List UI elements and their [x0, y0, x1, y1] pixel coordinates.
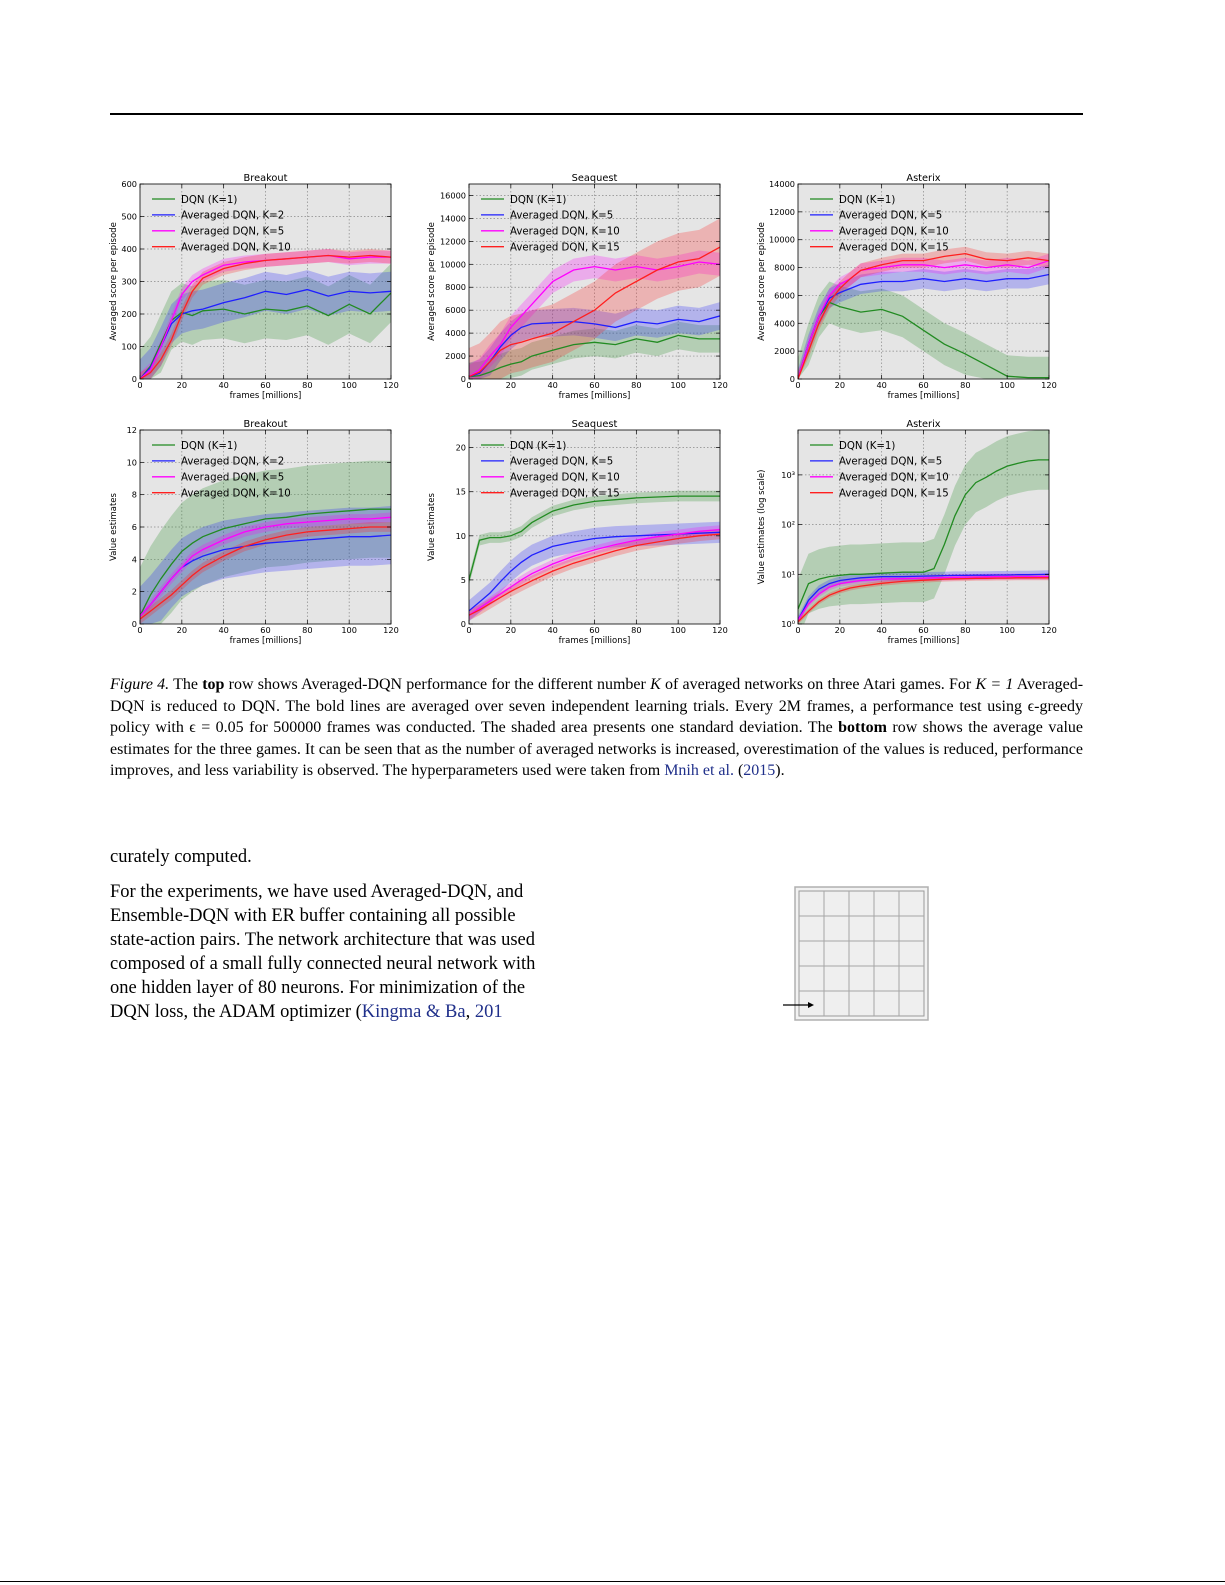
legend-entry: DQN (K=1): [839, 440, 896, 452]
caption-text: The: [173, 676, 203, 693]
y-tick-label: 6000: [774, 290, 795, 301]
y-tick-label: 5: [460, 574, 466, 585]
y-tick-label: 10¹: [781, 569, 795, 580]
footer-rule: [0, 1581, 1225, 1582]
y-tick-label: 2000: [445, 351, 466, 362]
chart-panel-2: [427, 173, 728, 401]
y-tick-label: 500: [121, 211, 137, 222]
legend-entry: DQN (K=1): [510, 440, 567, 452]
y-tick-label: 20: [455, 442, 466, 453]
x-tick-label: 80: [302, 625, 313, 635]
x-tick-label: 100: [670, 625, 686, 635]
x-tick-label: 120: [383, 625, 399, 635]
x-tick-label: 100: [999, 625, 1015, 635]
legend-entry: DQN (K=1): [181, 194, 238, 206]
x-tick-label: 100: [999, 380, 1015, 390]
x-tick-label: 0: [795, 380, 801, 390]
x-tick-label: 80: [631, 380, 642, 390]
citation-year-link[interactable]: 2015: [743, 762, 776, 780]
y-tick-label: 10000: [439, 259, 466, 270]
x-tick-label: 60: [589, 380, 600, 390]
x-tick-label: 20: [505, 380, 517, 390]
x-tick-label: 100: [341, 380, 357, 390]
x-tick-label: 80: [960, 380, 971, 390]
paragraph-line: one hidden layer of 80 neurons. For minimization of the: [110, 978, 526, 998]
x-axis-label: frames [millions]: [229, 391, 302, 401]
y-tick-label: 12000: [439, 236, 466, 247]
x-tick-label: 0: [795, 625, 801, 635]
y-tick-label: 8000: [774, 262, 795, 273]
caption-text: row shows the average value estimates for the three games. It can be seen that as the number of averaged networks is increased, overestimation of the values is reduced, performance improves, and less variability is observed. The hyperparameters used were taken from: [110, 719, 1083, 780]
y-tick-label: 400: [121, 244, 137, 254]
x-tick-label: 40: [876, 380, 887, 390]
legend-entry: Averaged DQN, K=10: [510, 226, 620, 238]
chart-panel-3: [757, 173, 1057, 401]
y-tick-label: 10²: [781, 519, 795, 530]
x-tick-label: 60: [589, 625, 600, 635]
y-tick-label: 2: [131, 586, 137, 597]
citation-link[interactable]: Mnih et al.: [664, 762, 734, 780]
y-tick-label: 8000: [445, 282, 466, 293]
paragraph-line: state-action pairs. The network architecture that was used: [110, 930, 535, 950]
paragraph-line: Ensemble-DQN with ER buffer containing all possible: [110, 906, 516, 926]
chart-title: Seaquest: [571, 419, 618, 430]
chart-title: Asterix: [906, 419, 941, 430]
legend-entry: Averaged DQN, K=10: [181, 488, 291, 500]
x-tick-label: 120: [712, 380, 728, 390]
caption-text: Averaged-DQN is reduced to DQN. The bold lines are averaged over seven independent learning trials. Every 2M frames, a performance test using ϵ-greedy policy with ϵ = 0.05 for 500000 frames was conducted. The shaded area presents one standard deviation. The: [110, 676, 1084, 737]
x-tick-label: 40: [547, 625, 558, 635]
y-tick-label: 6: [131, 522, 137, 532]
legend-entry: Averaged DQN, K=2: [181, 210, 285, 222]
y-tick-label: 0: [460, 619, 466, 629]
x-tick-label: 40: [547, 380, 558, 390]
chart-panel-5: [427, 419, 728, 646]
x-tick-label: 20: [176, 625, 188, 635]
x-tick-label: 20: [176, 380, 188, 390]
y-tick-label: 14000: [439, 213, 466, 224]
x-tick-label: 80: [631, 625, 642, 635]
y-tick-label: 12000: [768, 206, 795, 217]
x-tick-label: 120: [712, 625, 728, 635]
figure-caption: [110, 674, 1083, 782]
y-tick-label: 10000: [768, 234, 795, 245]
y-tick-label: 12: [126, 425, 137, 435]
gridworld-figure: [782, 884, 932, 1024]
x-tick-label: 0: [466, 380, 472, 390]
paragraph-line: DQN loss, the ADAM optimizer (Kingma & Ba, 201: [110, 1002, 503, 1022]
legend-entry: DQN (K=1): [839, 194, 896, 206]
legend-entry: Averaged DQN, K=5: [510, 456, 614, 468]
caption-text: row shows Averaged-DQN performance for the different number: [224, 676, 651, 693]
legend-entry: Averaged DQN, K=2: [181, 456, 285, 468]
legend-entry: Averaged DQN, K=5: [839, 456, 943, 468]
paragraph-line: composed of a small fully connected neural network with: [110, 954, 536, 974]
caption-text: of averaged networks on three Atari games. For: [660, 676, 976, 693]
x-tick-label: 80: [960, 625, 971, 635]
y-axis-label: Value estimates: [109, 493, 119, 561]
header-rule: [110, 113, 1083, 115]
x-tick-label: 60: [260, 625, 271, 635]
x-tick-label: 0: [137, 625, 143, 635]
y-tick-label: 10: [455, 530, 466, 541]
chart-title: Breakout: [243, 419, 288, 430]
y-tick-label: 600: [121, 179, 137, 189]
legend-entry: Averaged DQN, K=5: [181, 226, 285, 238]
paragraph-line: For the experiments, we have used Averaged-DQN, and: [110, 882, 524, 902]
x-tick-label: 60: [918, 380, 929, 390]
citation-link[interactable]: Kingma & Ba: [361, 1002, 466, 1022]
body-paragraph-1: curately computed.: [110, 847, 252, 867]
x-tick-label: 40: [218, 625, 229, 635]
legend-entry: DQN (K=1): [510, 194, 567, 206]
y-axis-label: Averaged score per episode: [109, 222, 119, 341]
x-axis-label: frames [millions]: [558, 636, 631, 646]
chart-title: Seaquest: [571, 173, 618, 184]
x-tick-label: 60: [260, 380, 271, 390]
y-tick-label: 4000: [774, 318, 795, 329]
y-tick-label: 300: [121, 276, 137, 287]
caption-text: ).: [775, 762, 785, 780]
chart-panel-1: [109, 173, 399, 401]
legend-entry: Averaged DQN, K=15: [510, 488, 620, 500]
x-axis-label: frames [millions]: [558, 391, 631, 401]
x-tick-label: 40: [876, 625, 887, 635]
legend-entry: Averaged DQN, K=10: [510, 472, 620, 484]
y-axis-label: Value estimates (log scale): [757, 469, 767, 585]
y-tick-label: 8: [131, 489, 137, 500]
y-tick-label: 4: [131, 554, 137, 565]
y-tick-label: 10⁰: [781, 619, 795, 629]
x-tick-label: 60: [918, 625, 929, 635]
x-tick-label: 0: [137, 380, 143, 390]
legend-entry: Averaged DQN, K=10: [839, 226, 949, 238]
y-tick-label: 100: [121, 341, 137, 352]
x-tick-label: 120: [1041, 625, 1057, 635]
y-tick-label: 14000: [768, 179, 795, 189]
legend-entry: Averaged DQN, K=5: [510, 210, 614, 222]
y-axis-label: Averaged score per episode: [427, 222, 437, 341]
figure-4: [105, 168, 1090, 658]
legend-entry: Averaged DQN, K=10: [839, 472, 949, 484]
body-paragraph-2: [110, 880, 579, 1024]
x-axis-label: frames [millions]: [887, 636, 960, 646]
x-axis-label: frames [millions]: [229, 636, 302, 646]
chart-title: Asterix: [906, 173, 941, 184]
x-tick-label: 20: [834, 625, 846, 635]
x-tick-label: 100: [670, 380, 686, 390]
x-tick-label: 120: [1041, 380, 1057, 390]
x-tick-label: 20: [834, 380, 846, 390]
caption-math: K: [650, 676, 661, 693]
y-tick-label: 2000: [774, 346, 795, 357]
y-tick-label: 200: [121, 309, 137, 319]
y-tick-label: 16000: [439, 190, 466, 201]
y-tick-label: 15: [455, 486, 466, 497]
y-tick-label: 10³: [781, 469, 795, 480]
figure-label: Figure 4.: [110, 676, 170, 693]
caption-math: K = 1: [975, 676, 1014, 693]
y-tick-label: 0: [460, 374, 466, 384]
x-tick-label: 20: [505, 625, 517, 635]
y-tick-label: 10: [126, 457, 137, 468]
caption-text: (: [733, 762, 744, 780]
legend-entry: Averaged DQN, K=5: [181, 472, 285, 484]
x-tick-label: 120: [383, 380, 399, 390]
x-tick-label: 40: [218, 380, 229, 390]
y-tick-label: 0: [131, 619, 137, 629]
caption-bold-bottom: bottom: [838, 719, 887, 737]
legend-entry: Averaged DQN, K=10: [181, 242, 291, 254]
legend-entry: Averaged DQN, K=15: [839, 488, 949, 500]
x-axis-label: frames [millions]: [887, 391, 960, 401]
chart-title: Breakout: [243, 173, 288, 184]
y-tick-label: 0: [789, 374, 795, 384]
legend-entry: Averaged DQN, K=15: [510, 242, 620, 254]
y-axis-label: Value estimates: [427, 493, 437, 561]
legend-entry: DQN (K=1): [181, 440, 238, 452]
gridworld-diagram: [782, 884, 932, 1024]
y-tick-label: 6000: [445, 305, 466, 316]
x-tick-label: 100: [341, 625, 357, 635]
x-tick-label: 0: [466, 625, 472, 635]
y-axis-label: Averaged score per episode: [757, 222, 767, 341]
legend-entry: Averaged DQN, K=5: [839, 210, 943, 222]
y-tick-label: 4000: [445, 328, 466, 339]
citation-year-link[interactable]: 201: [474, 1002, 503, 1022]
caption-bold-top: top: [202, 676, 225, 693]
legend-entry: Averaged DQN, K=15: [839, 242, 949, 254]
chart-panel-6: [757, 419, 1057, 646]
x-tick-label: 80: [302, 380, 313, 390]
chart-panel-4: [109, 419, 399, 646]
figure-4-plots: [105, 168, 1090, 658]
y-tick-label: 0: [131, 374, 137, 384]
